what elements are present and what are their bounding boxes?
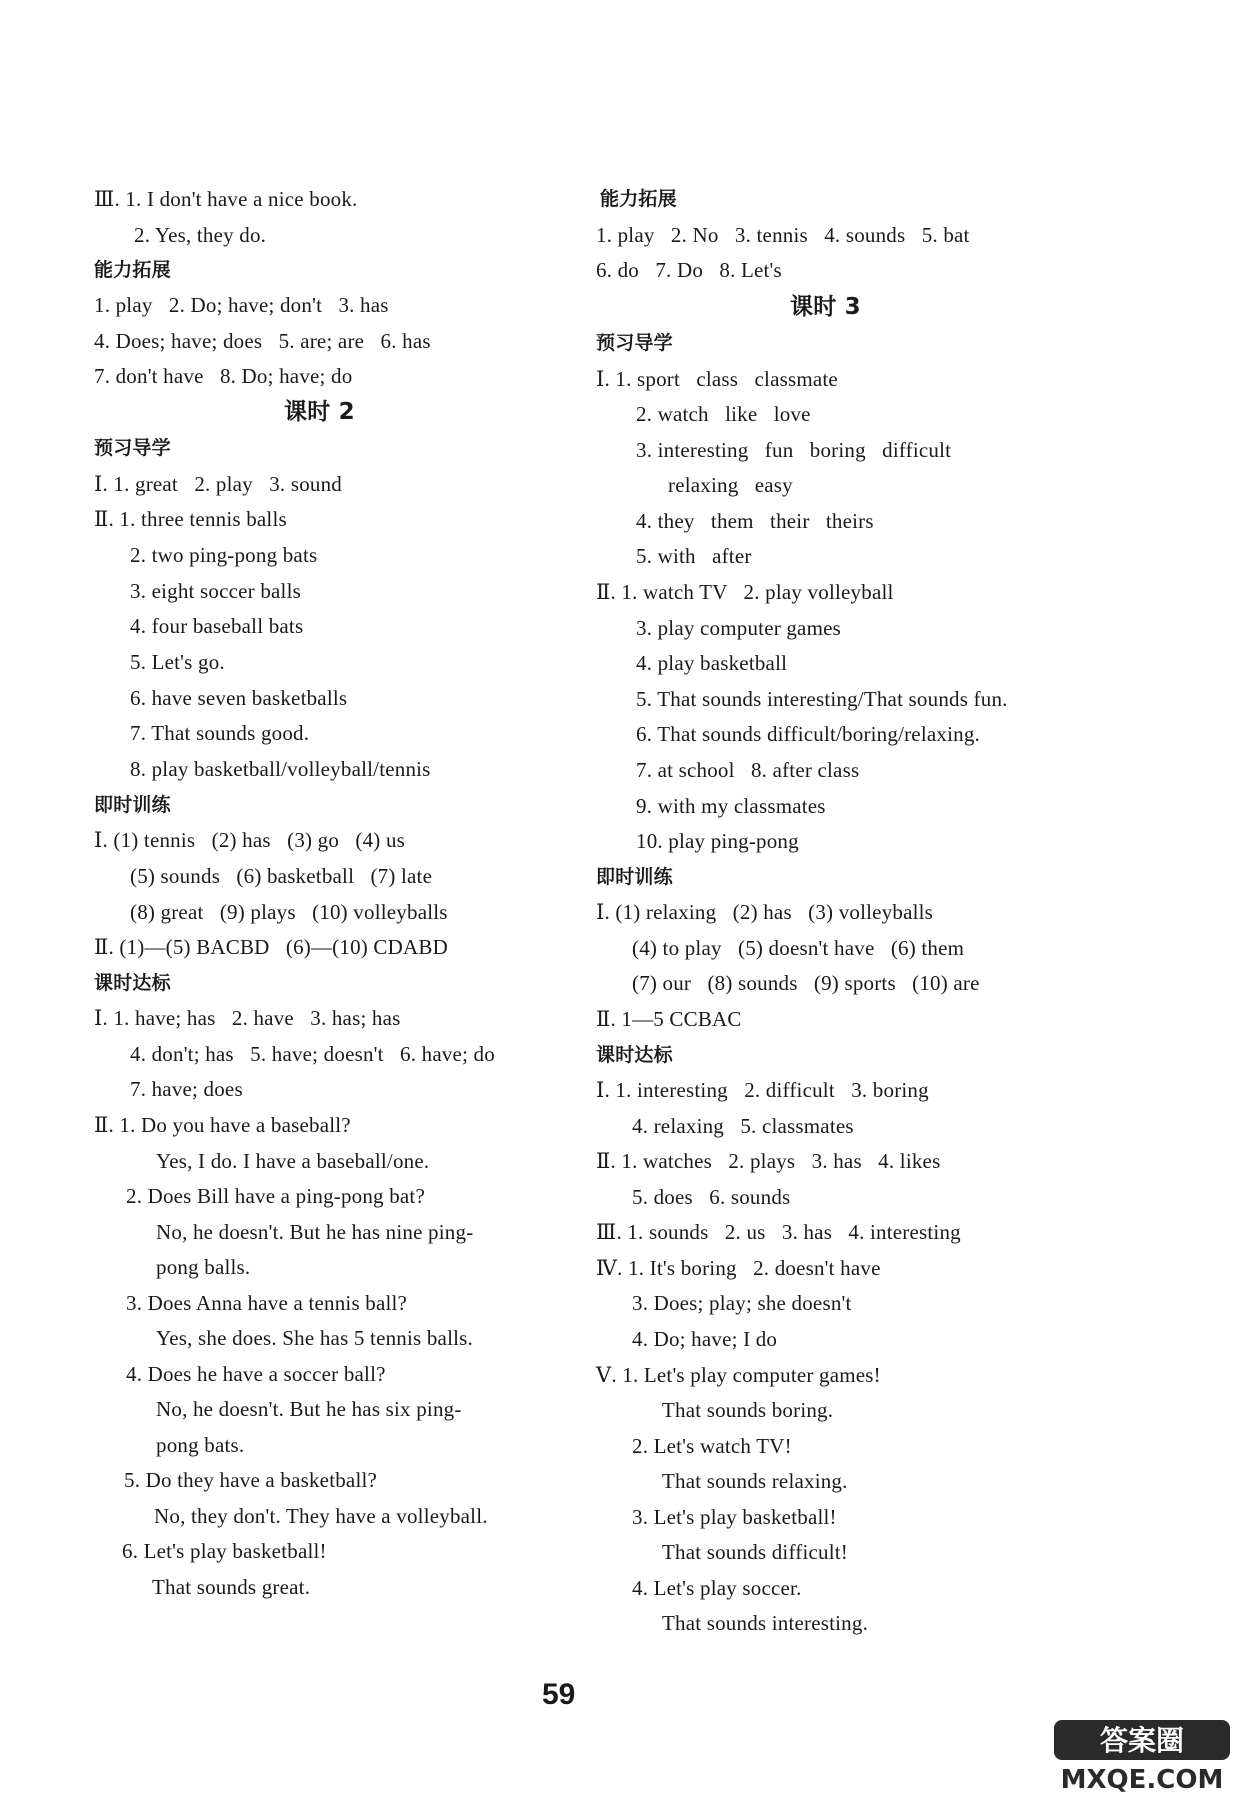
answer-line: Ⅲ. 1. sounds 2. us 3. has 4. interesting (596, 1220, 961, 1244)
answer-line: Ⅱ. 1—5 CCBAC (596, 1007, 742, 1031)
answer-line: 6. have seven basketballs (130, 686, 348, 710)
answer-line: 5. with after (636, 544, 752, 568)
answer-line: pong bats. (156, 1433, 245, 1457)
answer-line: 4. play basketball (636, 651, 788, 675)
answer-line: 4. Does; have; does 5. are; are 6. has (94, 329, 431, 353)
answer-line: 2. Yes, they do. (134, 223, 267, 247)
answer-line: 5. That sounds interesting/That sounds fun. (636, 687, 1008, 711)
answer-line: 3. interesting fun boring difficult (636, 438, 952, 462)
answer-line: That sounds interesting. (662, 1611, 869, 1635)
answer-line: 4. relaxing 5. classmates (632, 1114, 854, 1138)
answer-line: 1. play 2. Do; have; don't 3. has (94, 293, 389, 317)
answer-line: 4. Do; have; I do (632, 1327, 778, 1351)
watermark-logo (1052, 1718, 1232, 1794)
answer-line: Ⅲ. 1. I don't have a nice book. (94, 187, 358, 211)
answer-line: 8. play basketball/volleyball/tennis (130, 757, 431, 781)
section-heading: 能力拓展 (600, 188, 677, 210)
answer-line: relaxing easy (668, 473, 793, 497)
answer-line: 5. Let's go. (130, 650, 225, 674)
answer-line: 4. Let's play soccer. (632, 1576, 802, 1600)
answer-line: Ⅰ. (1) tennis (2) has (3) go (4) us (94, 828, 406, 852)
answer-line: 3. play computer games (636, 616, 842, 640)
answer-line: That sounds boring. (662, 1398, 834, 1422)
answer-line: (5) sounds (6) basketball (7) late (130, 864, 433, 888)
answer-line: 6. Let's play basketball! (122, 1539, 327, 1563)
answer-line: 4. four baseball bats (130, 614, 304, 638)
answer-line: No, he doesn't. But he has six ping- (156, 1397, 462, 1421)
section-heading: 课时达标 (596, 1044, 673, 1066)
lesson-heading: 课时 3 (790, 294, 861, 320)
section-heading: 即时训练 (596, 866, 673, 888)
answer-line: 1. play 2. No 3. tennis 4. sounds 5. bat (596, 223, 970, 247)
answer-line: Ⅰ. 1. interesting 2. difficult 3. boring (596, 1078, 929, 1102)
answer-line: 2. two ping-pong bats (130, 543, 318, 567)
answer-line: Ⅱ. (1)—(5) BACBD (6)—(10) CDABD (94, 935, 448, 959)
answer-line: 3. eight soccer balls (130, 579, 301, 603)
answer-line: 4. they them their theirs (636, 509, 874, 533)
answer-line: Yes, I do. I have a baseball/one. (156, 1149, 430, 1173)
answer-line: Ⅰ. 1. have; has 2. have 3. has; has (94, 1006, 401, 1030)
answer-line: 2. Let's watch TV! (632, 1434, 792, 1458)
answer-line: 2. Does Bill have a ping-pong bat? (126, 1184, 425, 1208)
section-heading: 课时达标 (94, 972, 171, 994)
answer-line: 6. That sounds difficult/boring/relaxing. (636, 722, 980, 746)
answer-line: 3. Does Anna have a tennis ball? (126, 1291, 408, 1315)
answer-line: pong balls. (156, 1255, 251, 1279)
answer-line: Ⅰ. 1. great 2. play 3. sound (94, 472, 342, 496)
answer-line: Yes, she does. She has 5 tennis balls. (156, 1326, 473, 1350)
section-heading: 即时训练 (94, 794, 171, 816)
answer-line: Ⅱ. 1. three tennis balls (94, 507, 287, 531)
answer-line: 9. with my classmates (636, 794, 826, 818)
answer-line: That sounds relaxing. (662, 1469, 848, 1493)
answer-line: 5. does 6. sounds (632, 1185, 791, 1209)
answer-line: That sounds difficult! (662, 1540, 848, 1564)
answer-line: Ⅱ. 1. watches 2. plays 3. has 4. likes (596, 1149, 941, 1173)
watermark-title: 答案圈 (1099, 1724, 1185, 1757)
answer-line: 2. watch like love (636, 402, 811, 426)
answer-line: (4) to play (5) doesn't have (6) them (632, 936, 965, 960)
page-number: 59 (542, 1678, 576, 1711)
answer-line: 10. play ping-pong (636, 829, 799, 853)
lesson-heading: 课时 2 (284, 399, 355, 425)
answer-line: Ⅰ. (1) relaxing (2) has (3) volleyballs (596, 900, 934, 924)
answer-line: 7. That sounds good. (130, 721, 310, 745)
watermark-url: MXQE.COM (1060, 1765, 1224, 1794)
answer-line: 4. Does he have a soccer ball? (126, 1362, 386, 1386)
answer-line: 7. at school 8. after class (636, 758, 860, 782)
answer-line: Ⅱ. 1. watch TV 2. play volleyball (596, 580, 894, 604)
answer-line: Ⅱ. 1. Do you have a baseball? (94, 1113, 351, 1137)
answer-line: (7) our (8) sounds (9) sports (10) are (632, 971, 980, 995)
answer-line: 3. Let's play basketball! (632, 1505, 837, 1529)
section-heading: 能力拓展 (94, 259, 171, 281)
answer-line: 6. do 7. Do 8. Let's (596, 258, 782, 282)
answer-line: 5. Do they have a basketball? (124, 1468, 378, 1492)
section-heading: 预习导学 (596, 332, 673, 354)
answer-line: 7. don't have 8. Do; have; do (94, 364, 353, 388)
answer-line: 4. don't; has 5. have; doesn't 6. have; do (130, 1042, 495, 1066)
answer-line: (8) great (9) plays (10) volleyballs (130, 900, 448, 924)
answer-line: 7. have; does (130, 1077, 243, 1101)
answer-line: Ⅴ. 1. Let's play computer games! (596, 1363, 881, 1387)
answer-line: That sounds great. (152, 1575, 311, 1599)
answer-line: No, they don't. They have a volleyball. (154, 1504, 488, 1528)
answer-line: Ⅰ. 1. sport class classmate (596, 367, 838, 391)
answer-line: Ⅳ. 1. It's boring 2. doesn't have (596, 1256, 881, 1280)
section-heading: 预习导学 (94, 437, 171, 459)
answer-line: 3. Does; play; she doesn't (632, 1291, 852, 1315)
answer-line: No, he doesn't. But he has nine ping- (156, 1220, 474, 1244)
